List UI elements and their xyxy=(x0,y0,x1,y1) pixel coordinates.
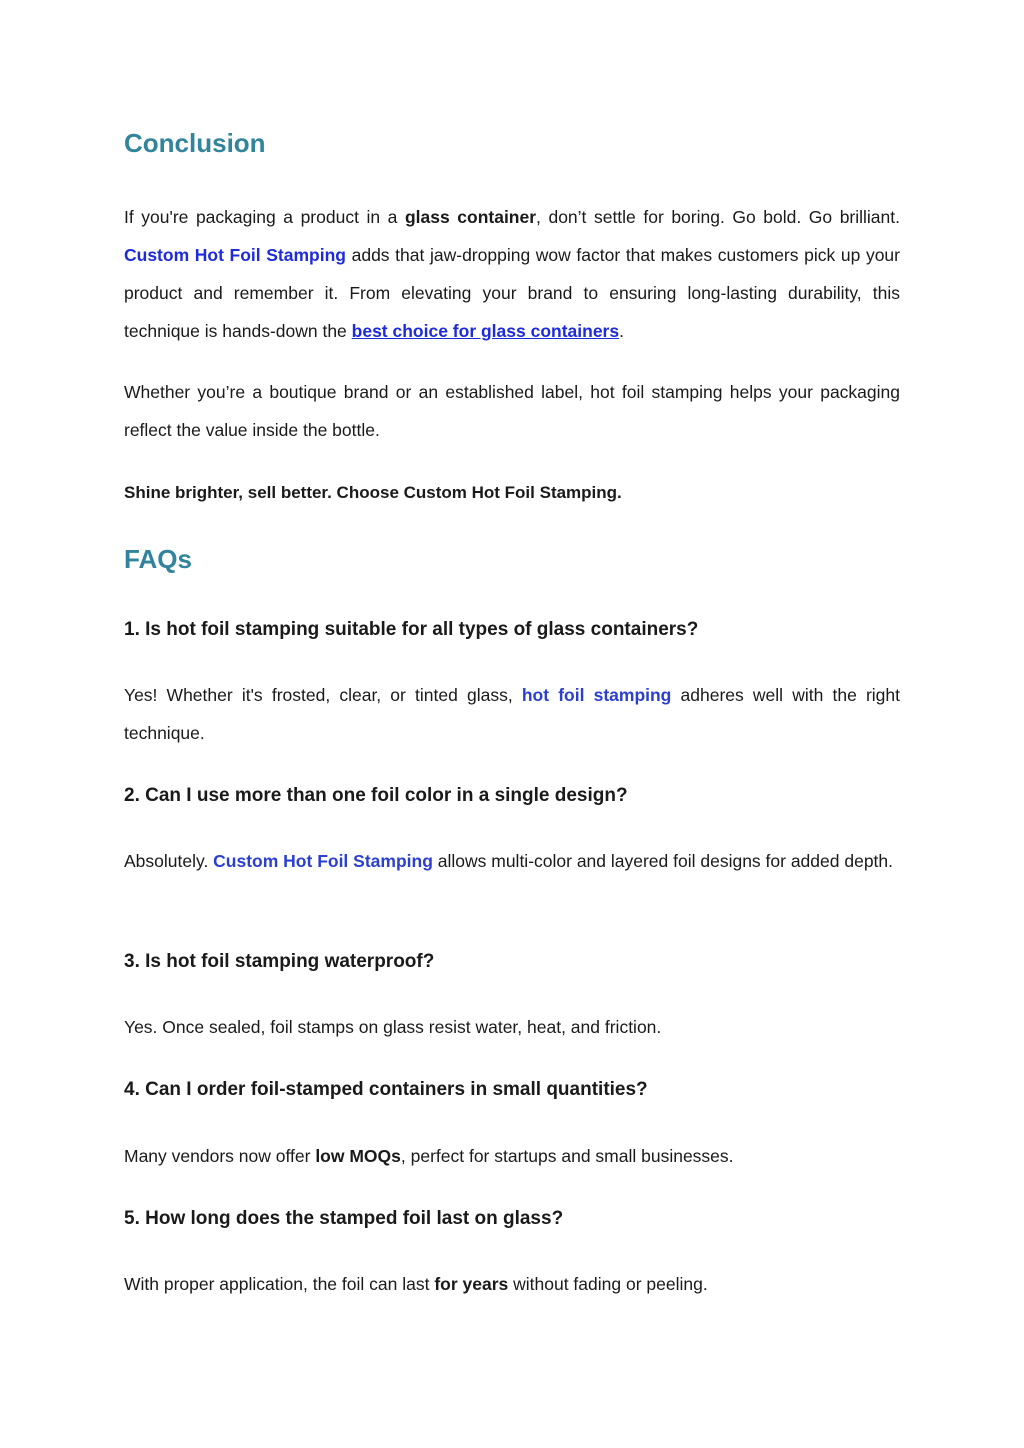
text-span: without fading or peeling. xyxy=(508,1274,708,1294)
faq-question-1: 1. Is hot foil stamping suitable for all types of glass containers? xyxy=(124,619,699,640)
text-span: adheres well with the right technique. xyxy=(124,685,900,743)
text-span: Yes! Whether it's frosted, clear, or tinted glass, xyxy=(124,685,522,705)
text-span: Many vendors now offer xyxy=(124,1146,316,1166)
best-choice-glass-containers-link[interactable]: best choice for glass containers xyxy=(351,321,620,341)
custom-hot-foil-stamping-link[interactable]: Custom Hot Foil Stamping xyxy=(213,851,433,871)
faq-question-4: 4. Can I order foil-stamped containers in small quantities? xyxy=(124,1079,648,1100)
conclusion-paragraph-2: Whether you’re a boutique brand or an established label, hot foil stamping helps your packaging reflect the value inside the bottle. xyxy=(124,382,900,440)
for-years-bold: for years xyxy=(434,1274,509,1294)
faq-answer-1 xyxy=(124,676,900,752)
faq-answer-3: Yes. Once sealed, foil stamps on glass resist water, heat, and friction. xyxy=(124,1017,662,1037)
conclusion-heading: Conclusion xyxy=(124,128,266,158)
glass-container-bold: glass container xyxy=(404,207,537,227)
text-span: If you're packaging a product in a xyxy=(124,207,405,227)
text-span: Absolutely. xyxy=(124,851,214,871)
hot-foil-stamping-link[interactable]: hot foil stamping xyxy=(521,685,672,705)
text-span: allows multi-color and layered foil designs for added depth. xyxy=(432,851,894,871)
text-span: , perfect for startups and small businesses. xyxy=(400,1146,734,1166)
custom-hot-foil-stamping-link[interactable]: Custom Hot Foil Stamping xyxy=(124,245,346,265)
text-span: adds that jaw-dropping wow factor that makes customers pick up your product and remember it. From elevating your brand to ensuring long-lasting durability, this technique is hands-down the xyxy=(124,245,900,341)
conclusion-tagline: Shine brighter, sell better. Choose Custom Hot Foil Stamping. xyxy=(124,483,622,502)
low-moqs-bold: low MOQs xyxy=(315,1146,401,1166)
faq-answer-5 xyxy=(124,1265,900,1303)
conclusion-paragraph-1 xyxy=(124,198,900,350)
text-span: With proper application, the foil can last xyxy=(124,1274,435,1294)
text-span: . xyxy=(619,321,624,341)
text-span: , don’t settle for boring. Go bold. Go brilliant. xyxy=(536,207,900,227)
faq-answer-4 xyxy=(124,1137,900,1175)
faq-answer-2 xyxy=(124,842,900,880)
faq-question-5: 5. How long does the stamped foil last on glass? xyxy=(124,1208,564,1229)
faqs-heading: FAQs xyxy=(124,544,192,574)
faq-question-3: 3. Is hot foil stamping waterproof? xyxy=(124,951,435,972)
faq-question-2: 2. Can I use more than one foil color in a single design? xyxy=(124,785,628,806)
